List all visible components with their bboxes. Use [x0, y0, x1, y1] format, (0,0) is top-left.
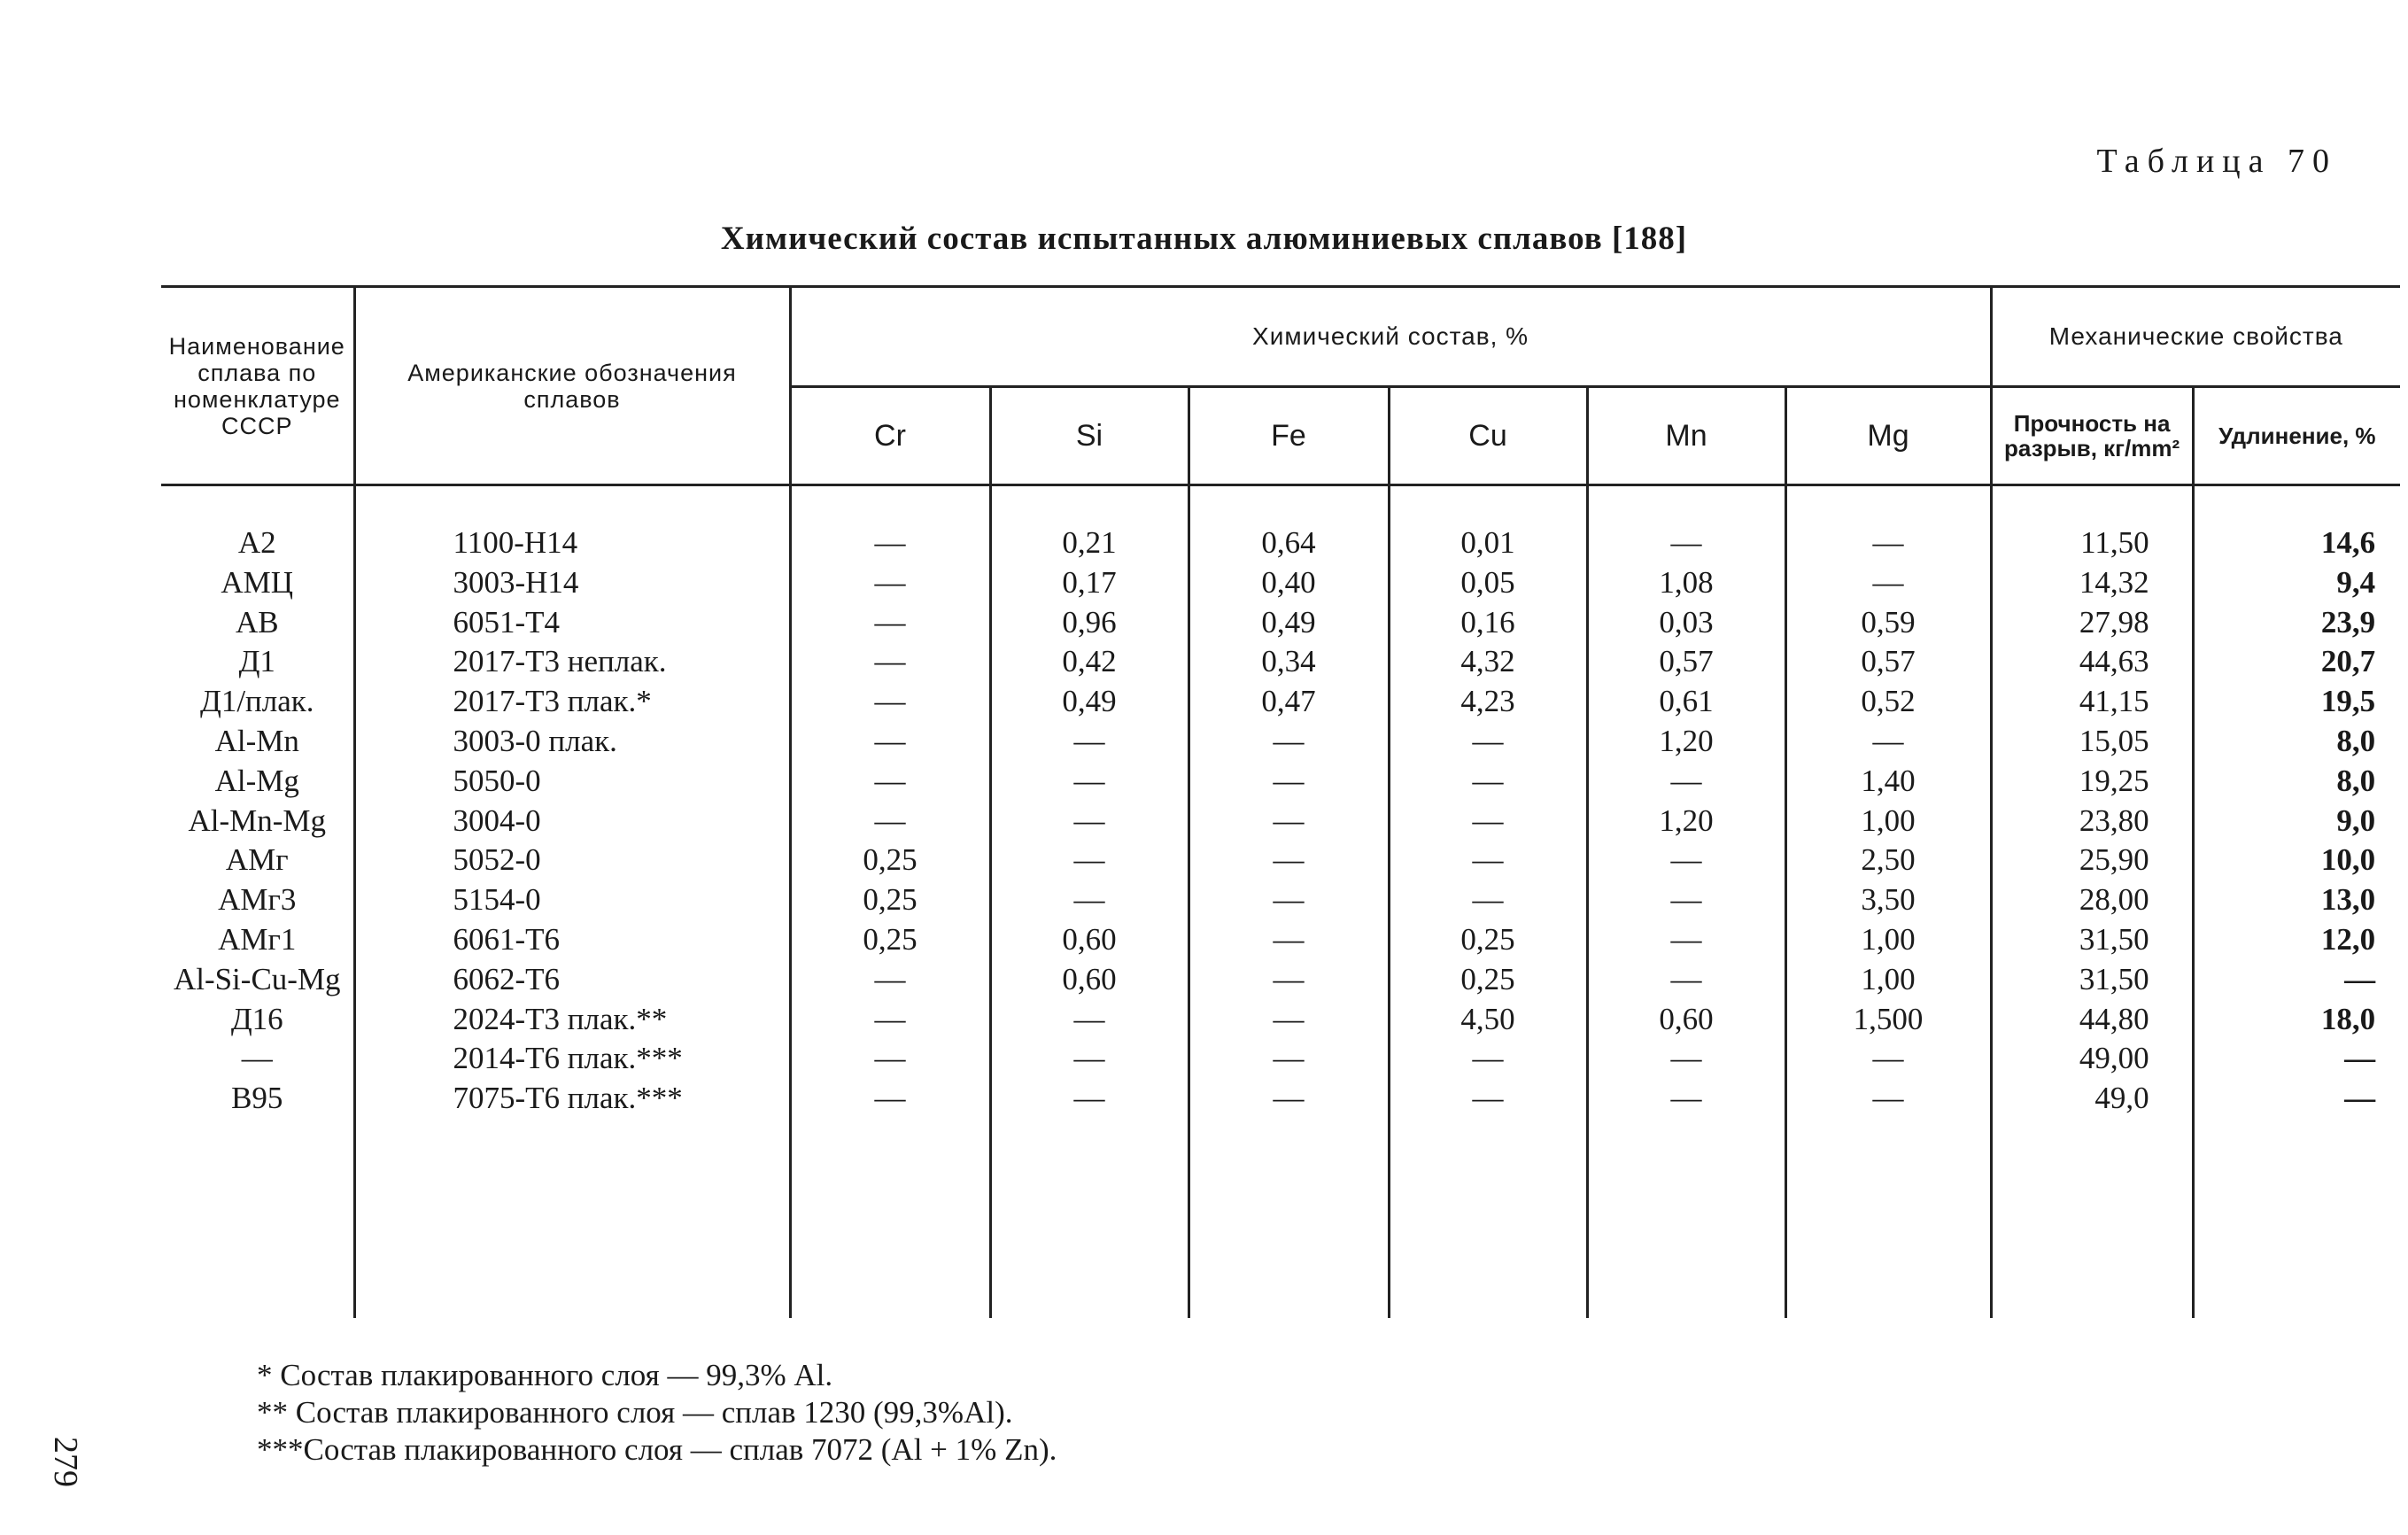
cell-mn: — — [1587, 1079, 1785, 1119]
cell-cu: — — [1389, 722, 1587, 762]
cell-mg: — — [1785, 1039, 1991, 1079]
cell-ussr-name: АМг3 — [218, 882, 297, 918]
cell-american-designation: 2017-T3 плак.* — [354, 682, 790, 722]
cell-elongation: 18,0 — [2193, 1000, 2400, 1040]
cell-strength: 23,80 — [1991, 802, 2193, 841]
table-body — [161, 485, 2400, 1318]
header-chemical-composition: Химический состав, % — [790, 287, 1991, 387]
cell-strength: 11,50 — [1991, 523, 2193, 563]
cell-cu: 4,50 — [1389, 1000, 1587, 1040]
cell-cr: — — [790, 960, 990, 1000]
cell-cu: — — [1389, 802, 1587, 841]
cell-si: 0,17 — [990, 563, 1189, 603]
cell-si: 0,60 — [990, 920, 1189, 960]
cell-mg: 1,00 — [1785, 802, 1991, 841]
cell-cu: 0,16 — [1389, 603, 1587, 643]
cell-si: — — [990, 762, 1189, 802]
cell-mg: 1,00 — [1785, 920, 1991, 960]
cell-mn: — — [1587, 960, 1785, 1000]
table-top-spacer — [161, 485, 2400, 524]
cell-mn: — — [1587, 880, 1785, 920]
cell-strength: 14,32 — [1991, 563, 2193, 603]
cell-mn: 0,61 — [1587, 682, 1785, 722]
cell-fe: 0,34 — [1189, 642, 1389, 682]
cell-elongation: 9,0 — [2193, 802, 2400, 841]
cell-mg: 1,00 — [1785, 960, 1991, 1000]
cell-ussr-name: АВ — [235, 604, 279, 640]
cell-american-designation: 5052-0 — [354, 841, 790, 880]
cell-cr: — — [790, 762, 990, 802]
cell-fe: — — [1189, 920, 1389, 960]
cell-american-designation: 6062-T6 — [354, 960, 790, 1000]
table-row — [161, 762, 2400, 802]
cell-cr: — — [790, 603, 990, 643]
table-row — [161, 722, 2400, 762]
cell-cr: — — [790, 1000, 990, 1040]
cell-mn: — — [1587, 523, 1785, 563]
table-row — [161, 1039, 2400, 1079]
cell-american-designation: 7075-T6 плак.*** — [354, 1079, 790, 1119]
cell-american-designation: 3003-0 плак. — [354, 722, 790, 762]
cell-si: — — [990, 841, 1189, 880]
cell-mn: 0,03 — [1587, 603, 1785, 643]
cell-ussr-name: А2 — [237, 525, 276, 560]
cell-cu: — — [1389, 1039, 1587, 1079]
cell-fe: 0,64 — [1189, 523, 1389, 563]
cell-strength: 31,50 — [1991, 960, 2193, 1000]
footnotes — [257, 1357, 1057, 1469]
cell-strength: 27,98 — [1991, 603, 2193, 643]
cell-fe: 0,47 — [1189, 682, 1389, 722]
table-row — [161, 1000, 2400, 1040]
cell-cr: — — [790, 523, 990, 563]
cell-cu: 4,23 — [1389, 682, 1587, 722]
table-header — [161, 287, 2400, 485]
cell-strength: 44,63 — [1991, 642, 2193, 682]
cell-american-designation: 2017-T3 неплак. — [354, 642, 790, 682]
cell-elongation: — — [2193, 960, 2400, 1000]
cell-ussr-name: В95 — [231, 1081, 283, 1116]
cell-ussr-name: Al-Mn-Mg — [188, 802, 327, 838]
header-ussr-name: Наименование сплава по номенклатуре СССР — [161, 287, 354, 485]
cell-si: 0,42 — [990, 642, 1189, 682]
cell-si: 0,21 — [990, 523, 1189, 563]
cell-cr: 0,25 — [790, 841, 990, 880]
cell-si: 0,96 — [990, 603, 1189, 643]
cell-cr: — — [790, 722, 990, 762]
cell-ussr-name: АМг — [225, 842, 289, 878]
cell-ussr-name: Д16 — [230, 1001, 283, 1036]
table-row — [161, 960, 2400, 1000]
cell-mn: 1,20 — [1587, 802, 1785, 841]
table-row — [161, 841, 2400, 880]
cell-elongation: 8,0 — [2193, 762, 2400, 802]
composition-table — [161, 285, 2382, 1318]
cell-si: — — [990, 880, 1189, 920]
table-row — [161, 1079, 2400, 1119]
table-title: Химический состав испытанных алюминиевых сплавов [188] — [720, 221, 1688, 257]
cell-mg: 0,52 — [1785, 682, 1991, 722]
header-fe: Fe — [1189, 387, 1389, 485]
cell-american-designation: 2014-T6 плак.*** — [354, 1039, 790, 1079]
cell-ussr-name: АМг1 — [218, 921, 297, 957]
cell-cr: — — [790, 1079, 990, 1119]
cell-mg: — — [1785, 563, 1991, 603]
cell-ussr-name: — — [241, 1041, 273, 1076]
cell-fe: — — [1189, 880, 1389, 920]
cell-mn: 1,08 — [1587, 563, 1785, 603]
cell-cr: 0,25 — [790, 920, 990, 960]
cell-american-designation: 5154-0 — [354, 880, 790, 920]
cell-fe: — — [1189, 802, 1389, 841]
cell-mg: 1,500 — [1785, 1000, 1991, 1040]
cell-mg: 0,59 — [1785, 603, 1991, 643]
cell-fe: — — [1189, 722, 1389, 762]
table-row — [161, 603, 2400, 643]
table-row — [161, 523, 2400, 563]
cell-fe: — — [1189, 841, 1389, 880]
cell-elongation: 8,0 — [2193, 722, 2400, 762]
cell-cr: 0,25 — [790, 880, 990, 920]
header-strength: Прочность на разрыв, кг/mm² — [1991, 387, 2193, 485]
cell-elongation: 23,9 — [2193, 603, 2400, 643]
cell-mn: — — [1587, 1039, 1785, 1079]
composition-table-grid — [161, 285, 2400, 1318]
header-mechanical-properties: Механические свойства — [1991, 287, 2400, 387]
cell-mg: 1,40 — [1785, 762, 1991, 802]
cell-mg: 3,50 — [1785, 880, 1991, 920]
footnote-2: ** Состав плакированного слоя — сплав 1230 (99,3%Al). — [257, 1395, 1013, 1430]
cell-american-designation: 6061-T6 — [354, 920, 790, 960]
footnote-3: ***Состав плакированного слоя — сплав 7072 (Al + 1% Zn). — [257, 1432, 1057, 1467]
cell-fe: — — [1189, 1000, 1389, 1040]
cell-american-designation: 1100-H14 — [354, 523, 790, 563]
header-american-designation: Американские обозначения сплавов — [354, 287, 790, 485]
table-row — [161, 563, 2400, 603]
table-row — [161, 802, 2400, 841]
cell-fe: — — [1189, 1039, 1389, 1079]
cell-elongation: 14,6 — [2193, 523, 2400, 563]
cell-mn: — — [1587, 920, 1785, 960]
cell-cr: — — [790, 802, 990, 841]
cell-mn: 1,20 — [1587, 722, 1785, 762]
cell-cu: — — [1389, 762, 1587, 802]
cell-strength: 15,05 — [1991, 722, 2193, 762]
cell-cr: — — [790, 563, 990, 603]
table-row — [161, 880, 2400, 920]
header-si: Si — [990, 387, 1189, 485]
cell-fe: — — [1189, 960, 1389, 1000]
cell-si: 0,60 — [990, 960, 1189, 1000]
table-row — [161, 682, 2400, 722]
cell-strength: 49,0 — [1991, 1079, 2193, 1119]
cell-ussr-name: Д1/плак. — [199, 684, 314, 719]
cell-mn: — — [1587, 762, 1785, 802]
header-mn: Mn — [1587, 387, 1785, 485]
cell-elongation: 13,0 — [2193, 880, 2400, 920]
cell-strength: 31,50 — [1991, 920, 2193, 960]
cell-fe: — — [1189, 1079, 1389, 1119]
cell-strength: 49,00 — [1991, 1039, 2193, 1079]
cell-cr: — — [790, 682, 990, 722]
cell-strength: 44,80 — [1991, 1000, 2193, 1040]
cell-american-designation: 3004-0 — [354, 802, 790, 841]
table-bottom-spacer — [161, 1119, 2400, 1318]
cell-mn: 0,60 — [1587, 1000, 1785, 1040]
cell-cu: 0,01 — [1389, 523, 1587, 563]
cell-mn: — — [1587, 841, 1785, 880]
header-mg: Mg — [1785, 387, 1991, 485]
cell-mg: — — [1785, 523, 1991, 563]
cell-ussr-name: Д1 — [238, 644, 275, 679]
cell-strength: 25,90 — [1991, 841, 2193, 880]
cell-cr: — — [790, 1039, 990, 1079]
cell-elongation: 20,7 — [2193, 642, 2400, 682]
cell-cu: — — [1389, 880, 1587, 920]
cell-mg: 2,50 — [1785, 841, 1991, 880]
table-row — [161, 642, 2400, 682]
cell-cu: — — [1389, 1079, 1587, 1119]
page-number: 279 — [47, 1437, 84, 1487]
cell-mn: 0,57 — [1587, 642, 1785, 682]
cell-elongation: 19,5 — [2193, 682, 2400, 722]
cell-si: — — [990, 1039, 1189, 1079]
cell-cu: 4,32 — [1389, 642, 1587, 682]
cell-cu: 0,05 — [1389, 563, 1587, 603]
cell-american-designation: 5050-0 — [354, 762, 790, 802]
cell-strength: 28,00 — [1991, 880, 2193, 920]
cell-ussr-name: Al-Si-Cu-Mg — [173, 961, 341, 996]
cell-cr: — — [790, 642, 990, 682]
cell-ussr-name: АМЦ — [221, 564, 294, 600]
cell-cu: 0,25 — [1389, 960, 1587, 1000]
cell-ussr-name: Al-Mg — [214, 763, 299, 798]
cell-american-designation: 2024-T3 плак.** — [354, 1000, 790, 1040]
cell-si: — — [990, 722, 1189, 762]
cell-american-designation: 3003-H14 — [354, 563, 790, 603]
table-row — [161, 920, 2400, 960]
cell-fe: 0,40 — [1189, 563, 1389, 603]
cell-american-designation: 6051-T4 — [354, 603, 790, 643]
cell-elongation: — — [2193, 1079, 2400, 1119]
header-cr: Cr — [790, 387, 990, 485]
footnote-1: * Состав плакированного слоя — 99,3% Al. — [257, 1358, 833, 1392]
cell-elongation: 10,0 — [2193, 841, 2400, 880]
cell-si: 0,49 — [990, 682, 1189, 722]
cell-elongation: 12,0 — [2193, 920, 2400, 960]
cell-mg: 0,57 — [1785, 642, 1991, 682]
cell-mg: — — [1785, 1079, 1991, 1119]
cell-cu: 0,25 — [1389, 920, 1587, 960]
header-cu: Cu — [1389, 387, 1587, 485]
cell-ussr-name: Al-Mn — [214, 723, 299, 758]
cell-si: — — [990, 1000, 1189, 1040]
cell-fe: 0,49 — [1189, 603, 1389, 643]
cell-cu: — — [1389, 841, 1587, 880]
cell-strength: 41,15 — [1991, 682, 2193, 722]
table-number: Таблица 70 — [2096, 143, 2337, 180]
cell-elongation: 9,4 — [2193, 563, 2400, 603]
cell-si: — — [990, 1079, 1189, 1119]
cell-fe: — — [1189, 762, 1389, 802]
cell-elongation: — — [2193, 1039, 2400, 1079]
cell-strength: 19,25 — [1991, 762, 2193, 802]
cell-si: — — [990, 802, 1189, 841]
cell-mg: — — [1785, 722, 1991, 762]
header-elongation: Удлинение, % — [2193, 387, 2400, 485]
